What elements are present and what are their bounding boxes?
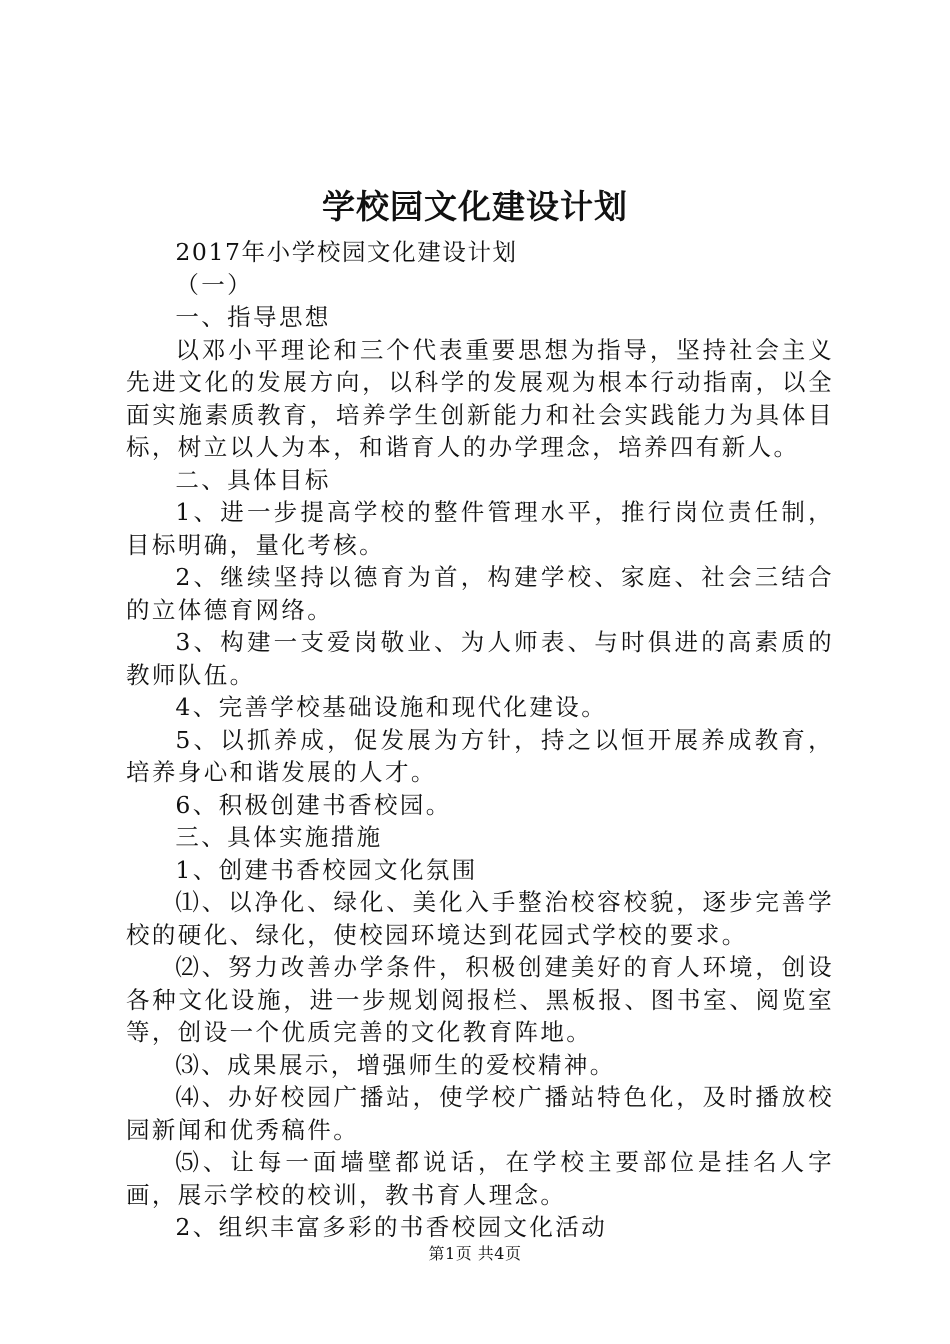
paragraph-goal-6: 6、积极创建书香校园。 xyxy=(175,790,452,819)
heading-guiding-ideology: 一、指导思想 xyxy=(175,303,331,331)
paragraph-section-marker: （一） xyxy=(175,270,254,299)
paragraph-guiding-ideology: 以邓小平理论和三个代表重要思想为指导，坚持社会主义先进文化的发展方向，以科学的发展观为根本行动指南，以全面实施素质教育，培养学生创新能力和社会实践能力为具体目标，树立以人为本，和谐育人的办学理念，培养四有新人。 xyxy=(126,335,834,461)
paragraph-goal-2: 2、继续坚持以德育为首，构建学校、家庭、社会三结合的立体德育网络。 xyxy=(126,563,834,624)
paragraph-goal-5: 5、以抓养成，促发展为方针，持之以恒开展养成教育，培养身心和谐发展的人才。 xyxy=(126,725,834,786)
paragraph-measure-1-1: ⑴、以净化、绿化、美化入手整治校容校貌，逐步完善学校的硬化、绿化，使校园环境达到花园式学校的要求。 xyxy=(126,888,834,949)
paragraph-measure-1-3: ⑶、成果展示，增强师生的爱校精神。 xyxy=(175,1050,616,1079)
page-footer: 第1页 共4页 xyxy=(428,1244,522,1263)
document-body xyxy=(126,236,834,1244)
subheading-measure-1: 1、创建书香校园文化氛围 xyxy=(175,855,478,884)
paragraph-measure-1-4: ⑷、办好校园广播站，使学校广播站特色化，及时播放校园新闻和优秀稿件。 xyxy=(126,1083,834,1144)
subheading-measure-2: 2、组织丰富多彩的书香校园文化活动 xyxy=(175,1213,608,1241)
heading-specific-goals: 二、具体目标 xyxy=(175,465,331,494)
document-title: 学校园文化建设计划 xyxy=(322,187,628,226)
paragraph-subtitle: 2017年小学校园文化建设计划 xyxy=(175,238,518,266)
paragraph-goal-1: 1、进一步提高学校的整件管理水平，推行岗位责任制，目标明确，量化考核。 xyxy=(126,498,834,559)
paragraph-goal-3: 3、构建一支爱岗敬业、为人师表、与时俱进的高素质的教师队伍。 xyxy=(126,628,834,689)
paragraph-measure-1-5: ⑸、让每一面墙壁都说话，在学校主要部位是挂名人字画，展示学校的校训，教书育人理念。 xyxy=(126,1148,834,1209)
heading-implementation-measures: 三、具体实施措施 xyxy=(175,823,383,851)
paragraph-goal-4: 4、完善学校基础设施和现代化建设。 xyxy=(175,693,608,721)
paragraph-measure-1-2: ⑵、努力改善办学条件，积极创建美好的育人环境，创设各种文化设施，进一步规划阅报栏、黑板报、图书室、阅览室等，创设一个优质完善的文化教育阵地。 xyxy=(126,953,834,1046)
